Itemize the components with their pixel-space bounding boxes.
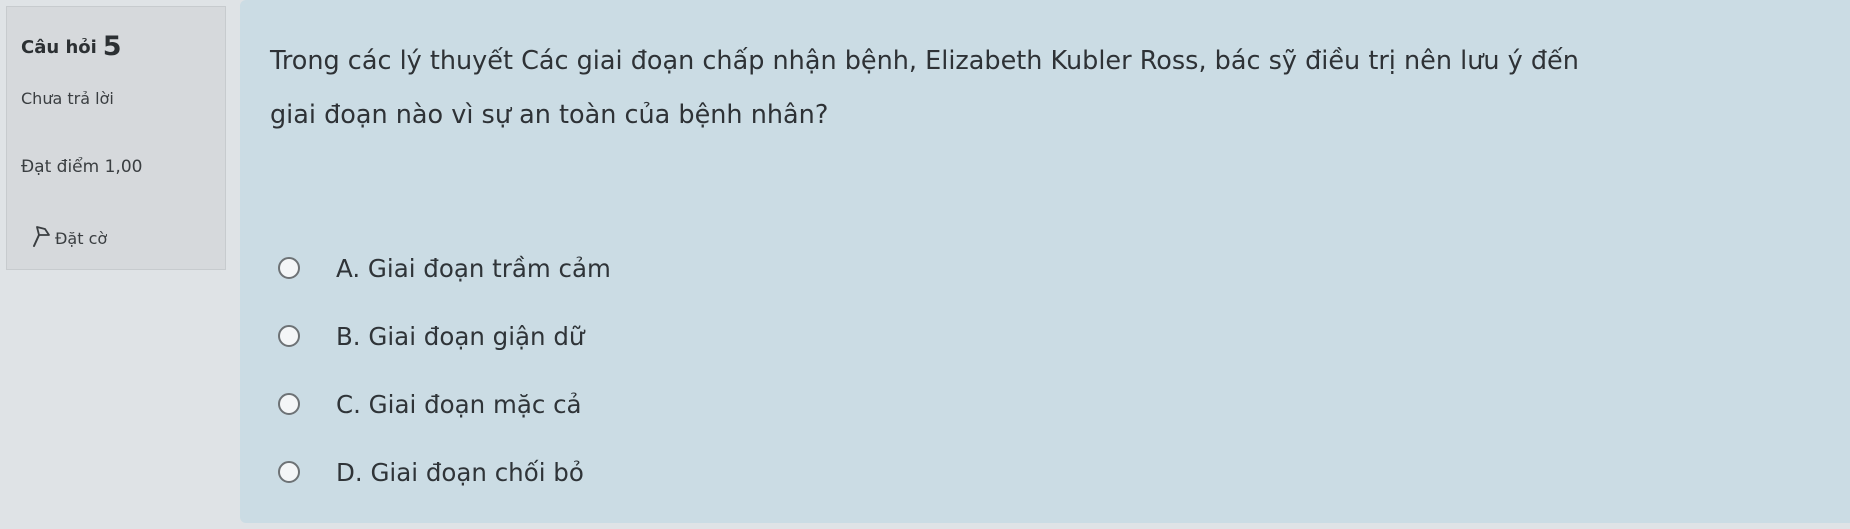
question-text-line-2: giai đoạn nào vì sự an toàn của bệnh nhân?	[270, 100, 829, 130]
radio-button-a[interactable]	[278, 257, 300, 279]
radio-button-d[interactable]	[278, 461, 300, 483]
flag-question-button[interactable]	[31, 225, 107, 251]
question-grade: Đạt điểm 1,00	[21, 157, 143, 177]
radio-button-c[interactable]	[278, 393, 300, 415]
question-text-line-1: Trong các lý thuyết Các giai đoạn chấp nhận bệnh, Elizabeth Kubler Ross, bác sỹ điều trị nên lưu ý đến	[270, 46, 1579, 76]
flag-icon	[31, 225, 55, 251]
question-state: Chưa trả lời	[21, 89, 114, 108]
question-number-heading	[21, 31, 122, 62]
answer-option-label: D. Giai đoạn chối bỏ	[336, 457, 584, 487]
answer-option-b[interactable]	[278, 302, 611, 370]
answer-option-d[interactable]	[278, 438, 611, 506]
flag-label: Đặt cờ	[55, 228, 108, 248]
question-info-panel	[6, 6, 226, 270]
question-text	[270, 34, 1830, 142]
answer-option-label: A. Giai đoạn trầm cảm	[336, 253, 611, 283]
answer-option-a[interactable]	[278, 234, 611, 302]
answer-option-c[interactable]	[278, 370, 611, 438]
answer-option-label: C. Giai đoạn mặc cả	[336, 389, 582, 419]
question-number: 5	[102, 31, 122, 62]
answer-options	[278, 234, 611, 506]
question-label: Câu hỏi	[21, 37, 97, 58]
answer-option-label: B. Giai đoạn giận dữ	[336, 321, 585, 351]
radio-button-b[interactable]	[278, 325, 300, 347]
question-content	[240, 0, 1850, 523]
